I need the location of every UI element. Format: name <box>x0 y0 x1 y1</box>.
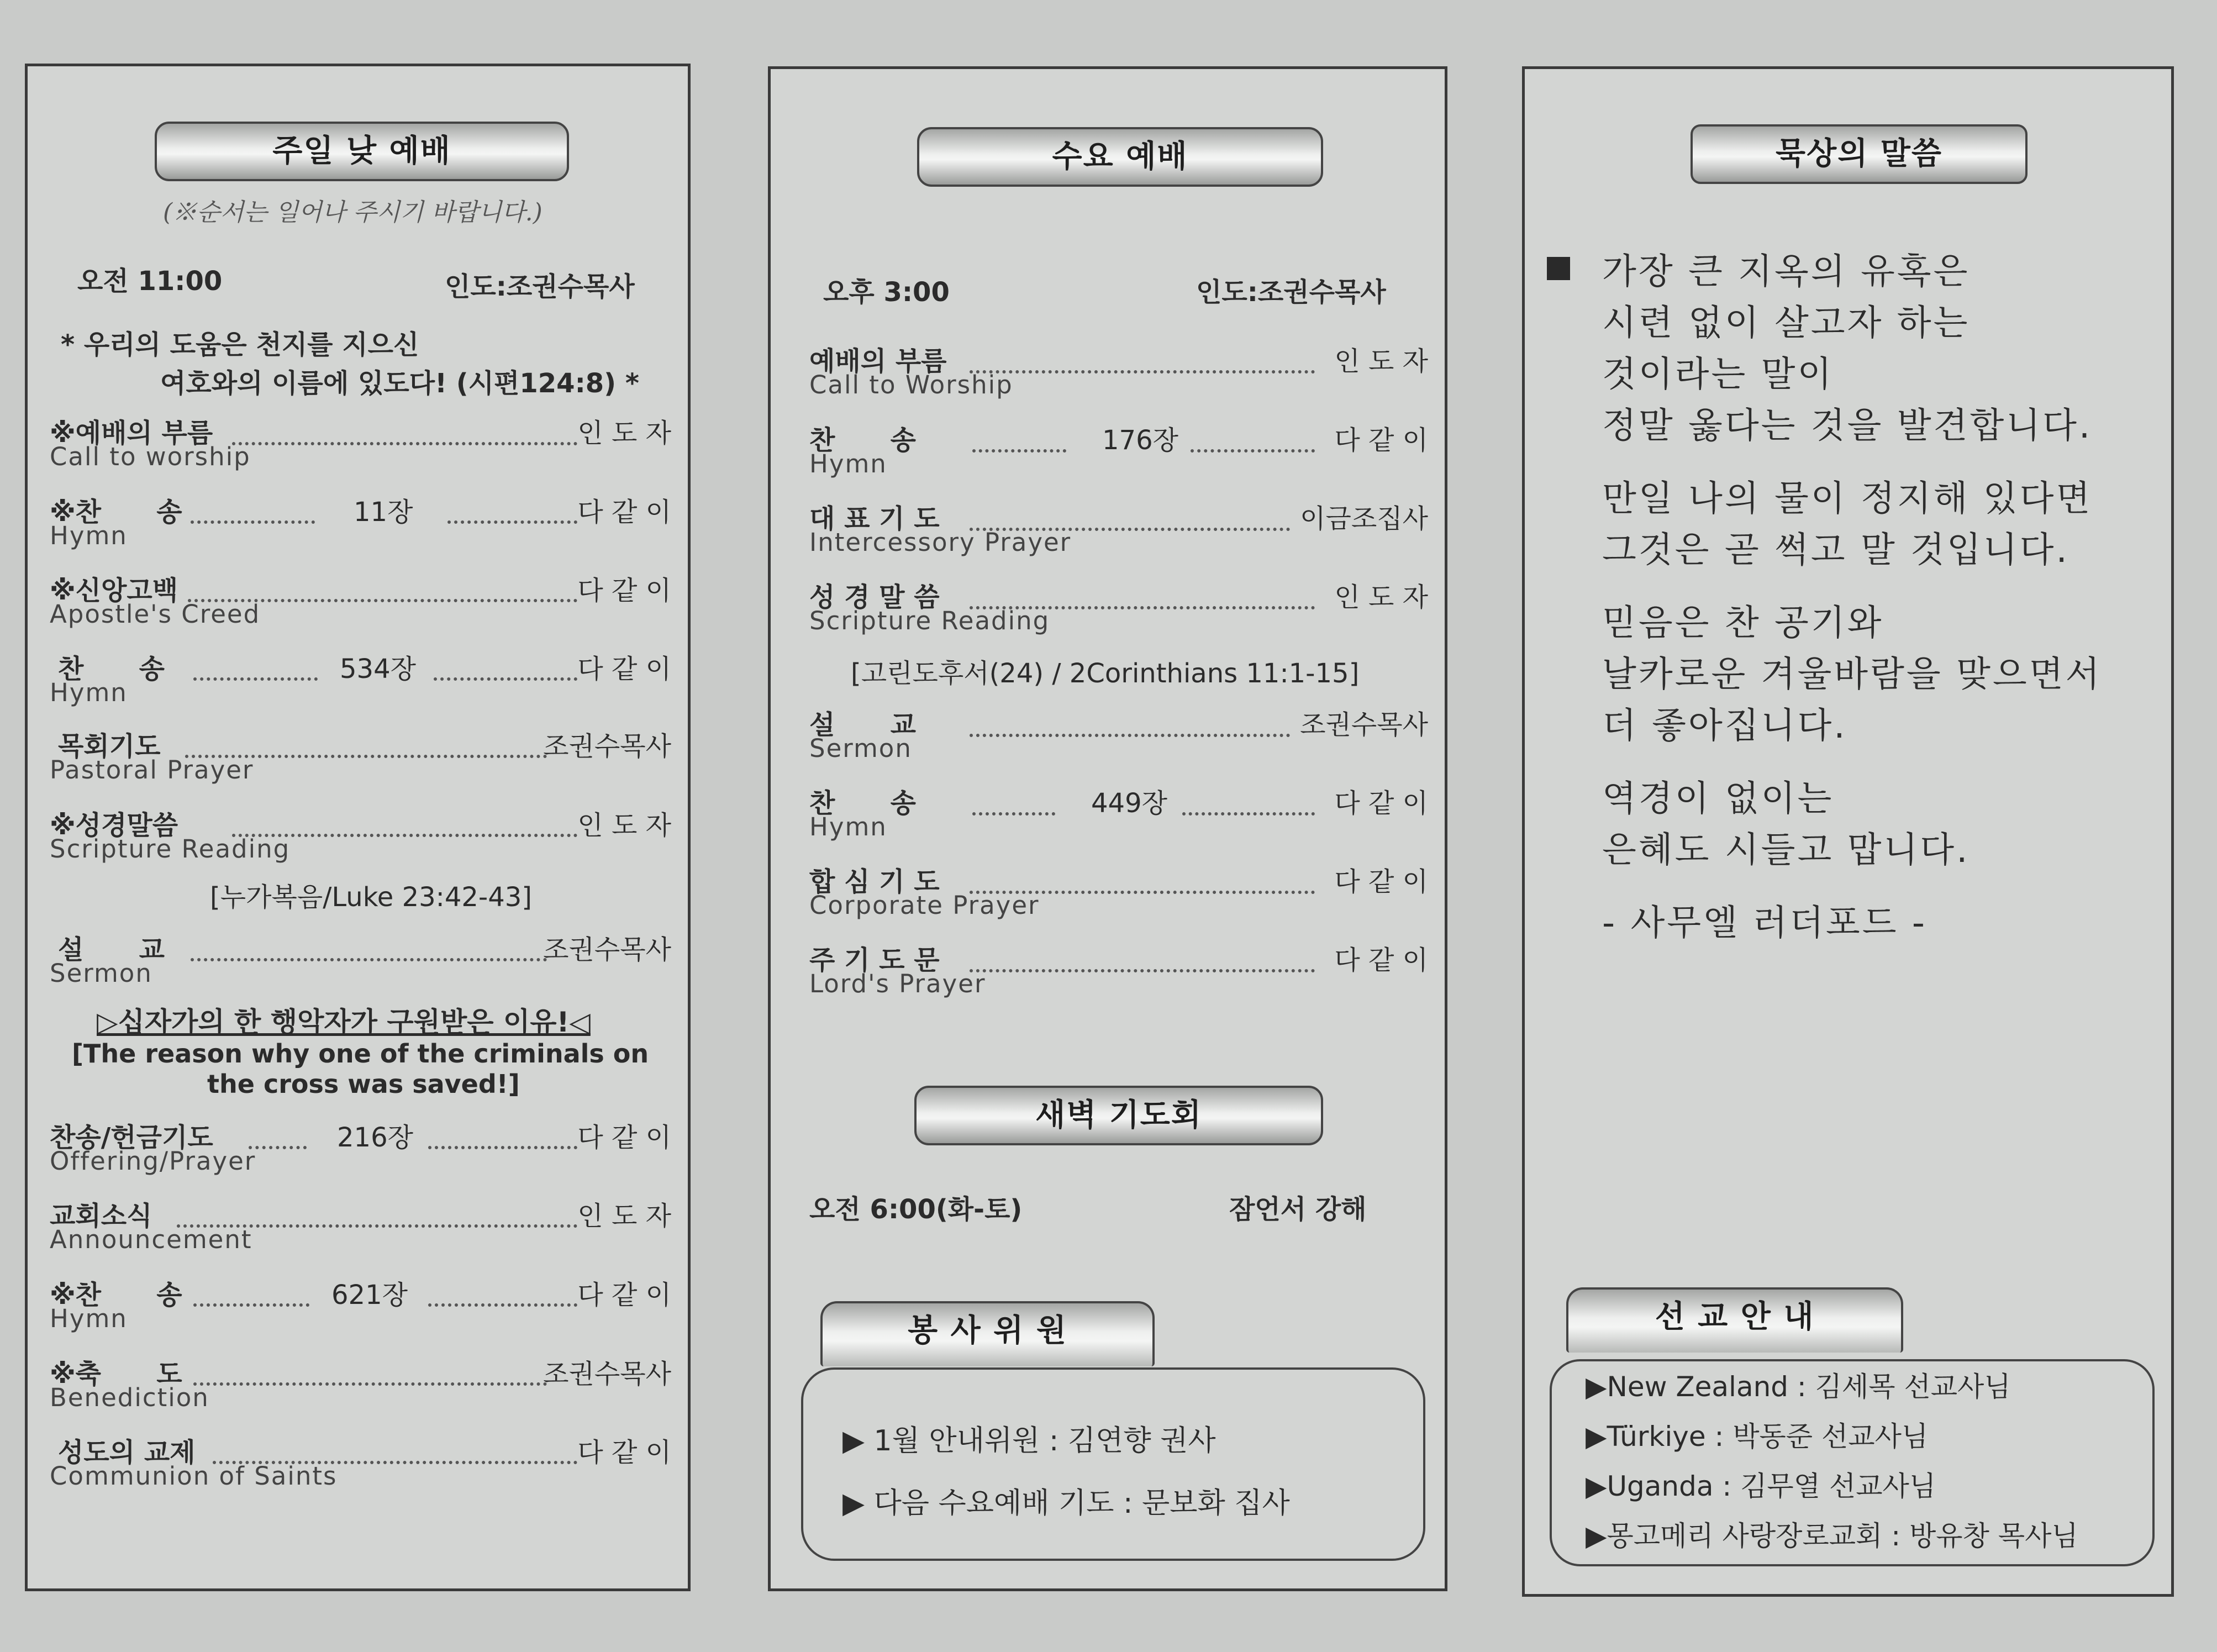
order-item-en: Offering/Prayer <box>50 1146 256 1176</box>
leader-dots <box>1191 449 1315 453</box>
meditation-line: 날카로운 겨울바람을 맞으면서 <box>1602 654 2102 695</box>
wednesday-service-panel <box>768 66 1447 1591</box>
order-item-who: 다 같 이 <box>577 1280 671 1311</box>
verse-line-1: * 우리의 도움은 천지를 지으신 <box>61 329 419 360</box>
wednesday-title: 수요 예배 <box>917 127 1323 187</box>
meditation-line: 가장 큰 지옥의 유혹은 <box>1602 251 1970 292</box>
order-item-en: Hymn <box>809 449 887 478</box>
order-item-who: 다 같 이 <box>577 497 671 528</box>
hymn-number: 176장 <box>1102 425 1178 456</box>
mission-item: ▶New Zealand : 김세목 선교사님 <box>1586 1371 2011 1403</box>
order-item-ko: ※신앙고백 <box>50 575 178 606</box>
order-item-who: 다 같 이 <box>577 1122 671 1153</box>
order-item-en: Intercessory Prayer <box>809 528 1072 557</box>
hymn-number: 449장 <box>1091 788 1167 819</box>
order-item-en: Communion of Saints <box>50 1461 338 1491</box>
order-item-who: 다 같 이 <box>1334 788 1428 819</box>
order-item-ko: 주 기 도 문 <box>809 945 940 976</box>
order-item-who: 조권수목사 <box>543 1359 671 1390</box>
order-item-en: Announcement <box>50 1225 252 1254</box>
leader-dots <box>249 1146 307 1149</box>
meditation-line: 만일 나의 물이 정지해 있다면 <box>1602 478 2093 519</box>
order-item-who: 다 같 이 <box>577 654 671 685</box>
leader-dots <box>972 812 1055 816</box>
order-item-who: 인 도 자 <box>577 1201 671 1232</box>
wednesday-leader: 인도:조권수목사 <box>1196 277 1386 308</box>
order-item-en: Scripture Reading <box>809 606 1050 635</box>
order-item-who: 다 같 이 <box>1334 945 1428 976</box>
volunteers-box <box>801 1367 1425 1561</box>
dawn-prayer-time: 오전 6:00(화-토) <box>809 1194 1023 1225</box>
mission-item: ▶몽고메리 사랑장로교회 : 방유창 목사님 <box>1586 1520 2078 1552</box>
mission-item: ▶Türkiye : 박동준 선교사님 <box>1586 1420 1929 1453</box>
dawn-prayer-topic: 잠언서 강해 <box>1229 1194 1367 1225</box>
order-item-en: Sermon <box>50 959 152 988</box>
meditation-line: 시련 없이 살고자 하는 <box>1602 303 1970 344</box>
leader-dots <box>972 449 1066 453</box>
order-item-ko: 대 표 기 도 <box>809 503 940 534</box>
leader-dots <box>428 1303 577 1307</box>
hymn-number: 621장 <box>331 1280 408 1311</box>
mission-item: ▶Uganda : 김무열 선교사님 <box>1586 1470 1936 1502</box>
order-item-who: 인 도 자 <box>1334 582 1428 613</box>
order-item-en: Call to worship <box>50 442 251 471</box>
order-item-who: 다 같 이 <box>1334 866 1428 897</box>
order-item-en: Benediction <box>50 1383 209 1412</box>
volunteer-item: ▶ 다음 수요예배 기도 : 문보화 집사 <box>842 1487 1290 1520</box>
meditation-line: 믿음은 찬 공기와 <box>1602 603 1884 644</box>
order-item-who: 인 도 자 <box>1334 346 1428 377</box>
leader-dots <box>232 442 577 445</box>
order-item-ko: 찬송/헌금기도 <box>50 1122 213 1153</box>
order-item-ko: 설 교 <box>809 709 917 740</box>
wednesday-time: 오후 3:00 <box>823 277 950 308</box>
order-item-ko: 교회소식 <box>50 1201 152 1232</box>
sunday-title: 주일 낮 예배 <box>155 122 569 181</box>
order-item-ko: ※찬 송 <box>50 497 182 528</box>
order-item-en: Apostle's Creed <box>50 599 261 629</box>
meditation-line: 역경이 없이는 <box>1602 778 1834 819</box>
order-item-who: 조권수목사 <box>1300 709 1428 740</box>
order-item-ko: 예배의 부름 <box>809 346 947 377</box>
order-item-ko: ※찬 송 <box>50 1280 182 1311</box>
order-item-ko: 찬 송 <box>809 788 917 819</box>
meditation-author: - 사무엘 러더포드 - <box>1602 903 1927 944</box>
verse-line-2: 여호와의 이름에 있도다! (시편124:8) * <box>160 368 639 399</box>
leader-dots <box>447 520 577 524</box>
meditation-line: 은혜도 시들고 맙니다. <box>1602 830 1970 871</box>
order-item-who: 인 도 자 <box>577 418 671 449</box>
hymn-number: 216장 <box>337 1122 413 1153</box>
order-item-ko: ※성경말씀 <box>50 810 178 841</box>
meditation-line: 정말 옳다는 것을 발견합니다. <box>1602 406 2093 446</box>
leader-dots <box>434 677 577 681</box>
sermon-title-en-1: [The reason why one of the criminals on <box>72 1039 649 1069</box>
order-item-en: Sermon <box>809 734 912 763</box>
order-item-who: 조권수목사 <box>543 934 671 965</box>
order-item-en: Hymn <box>50 678 128 707</box>
order-item-who: 다 같 이 <box>1334 425 1428 456</box>
order-item-ko: ※예배의 부름 <box>50 418 213 449</box>
sunday-leader: 인도:조권수목사 <box>445 271 635 302</box>
leader-dots <box>191 958 547 961</box>
order-item-who: 다 같 이 <box>577 1437 671 1468</box>
order-item-en: Lord's Prayer <box>809 969 986 998</box>
bullet-square-icon <box>1547 257 1570 280</box>
sermon-title-en-2: the cross was saved!] <box>207 1069 520 1099</box>
order-item-who: 인 도 자 <box>577 810 671 841</box>
order-item-ko: 목회기도 <box>58 731 161 762</box>
leader-dots <box>1182 812 1315 816</box>
order-item-ko: 성 경 말 씀 <box>809 582 940 613</box>
sunday-service-panel <box>25 64 691 1591</box>
sermon-title: ▷십자가의 한 행악자가 구원받은 이유!◁ <box>97 1006 591 1038</box>
volunteer-item: ▶ 1월 안내위원 : 김연향 권사 <box>842 1424 1216 1458</box>
dawn-prayer-title: 새벽 기도회 <box>914 1086 1323 1145</box>
volunteers-title: 봉 사 위 원 <box>820 1301 1155 1366</box>
order-item-ko: 찬 송 <box>58 654 165 685</box>
order-item-who: 이금조집사 <box>1300 503 1428 534</box>
sunday-time: 오전 11:00 <box>77 266 223 297</box>
meditation-line: 것이라는 말이 <box>1602 354 1834 395</box>
order-item-en: Pastoral Prayer <box>50 755 254 785</box>
scripture-reference: [누가복음/Luke 23:42-43] <box>210 882 533 913</box>
scripture-reference: [고린도후서(24) / 2Corinthians 11:1-15] <box>851 658 1360 689</box>
leader-dots <box>193 677 318 681</box>
leader-dots <box>970 370 1315 373</box>
hymn-number: 534장 <box>340 654 416 685</box>
leader-dots <box>970 969 1315 972</box>
meditation-panel <box>1522 66 2174 1597</box>
leader-dots <box>428 1146 577 1149</box>
order-item-en: Call to Worship <box>809 370 1013 399</box>
order-item-ko: ※축 도 <box>50 1359 182 1390</box>
standing-note: (※순서는 일어나 주시기 바랍니다.) <box>163 198 543 227</box>
meditation-title: 묵상의 말씀 <box>1691 124 2028 184</box>
meditation-line: 그것은 곧 썩고 말 것입니다. <box>1602 530 2069 571</box>
order-item-en: Corporate Prayer <box>809 891 1040 920</box>
meditation-line: 더 좋아집니다. <box>1602 706 1847 746</box>
order-item-ko: 찬 송 <box>809 425 917 456</box>
leader-dots <box>193 1382 547 1386</box>
leader-dots <box>191 520 315 524</box>
order-item-en: Hymn <box>50 1304 128 1333</box>
order-item-ko: 성도의 교제 <box>58 1437 196 1468</box>
order-item-who: 조권수목사 <box>543 731 671 762</box>
order-item-who: 다 같 이 <box>577 575 671 606</box>
leader-dots <box>193 1303 309 1307</box>
order-item-ko: 합 심 기 도 <box>809 866 940 897</box>
leader-dots <box>970 734 1290 737</box>
missions-title: 선 교 안 내 <box>1566 1287 1903 1353</box>
order-item-en: Hymn <box>809 812 887 841</box>
order-item-en: Hymn <box>50 521 128 550</box>
hymn-number: 11장 <box>354 497 413 528</box>
order-item-en: Scripture Reading <box>50 834 291 864</box>
order-item-ko: 설 교 <box>58 934 165 965</box>
